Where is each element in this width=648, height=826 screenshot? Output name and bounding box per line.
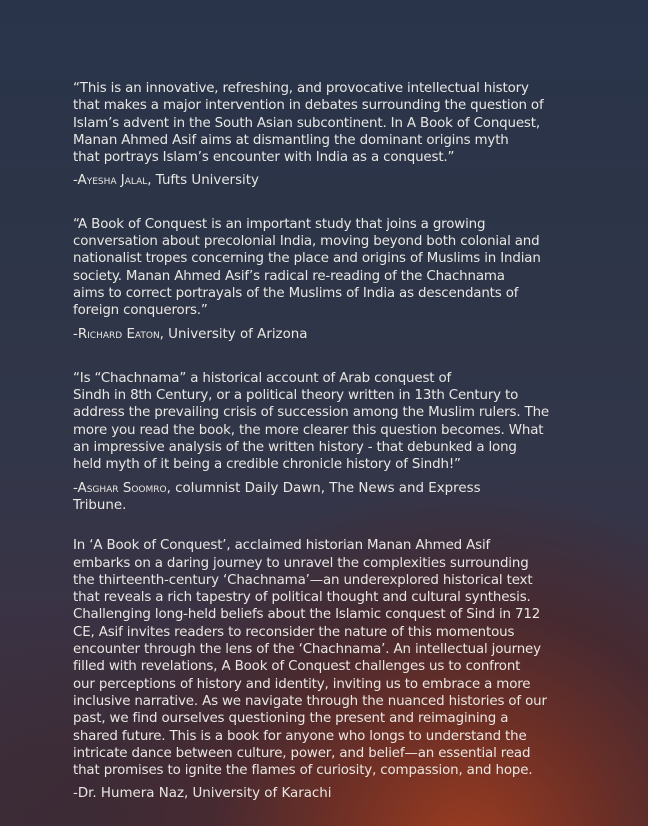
review-paragraph: In ‘A Book of Conquest’, acclaimed historian Manan Ahmed Asif embarks on a daring journey to unravel the complexities surrounding the thirteenth-century ‘Chachnama’—an underexplored historical text that reveals a rich tapestry of political thought and cultural synthesis. Challenging long-held beliefs about the Islamic conquest of Sind in 712 CE, Asif invites readers to reconsider the nature of this momentous encounter through the lens of the ‘Chachnama’. An intellectual journey filled with revelations, A Book of Conquest challenges us to confront our perceptions of history and identity, inviting us to embrace a more inclusive narrative. As we navigate through the nuanced histories of our past, we find ourselves questioning the present and reimagining a shared future. This is a book for anyone who longs to understand the intricate dance between culture, power, and belief—an essential read that promises to ignite the flames of curiosity, compassion, and hope. (73, 538, 547, 779)
endorsement-attribution-2 (73, 326, 618, 343)
endorser-name-2: -Richard Eaton (73, 326, 160, 342)
endorser-affiliation-1: , Tufts University (147, 173, 259, 189)
back-cover-text (73, 80, 618, 803)
endorser-name-1: -Ayesha Jalal (73, 173, 148, 189)
review-attribution: -Dr. Humera Naz, University of Karachi (73, 786, 332, 802)
endorsement-quote-3: “Is “Chachnama” a historical account of Arab conquest of Sindh in 8th Century, or a political theory written in 13th Century to address the prevailing crisis of succession among the Muslim rulers. The more you read the book, the more clearer this question becomes. What an impressive analysis of the written history - that debunked a long held myth of it being a credible chronicle history of Sindh!” (73, 370, 550, 473)
endorser-affiliation-3: , columnist Daily Dawn, The News and Express Tribune. (73, 480, 481, 513)
endorsement-quote-1: “This is an innovative, refreshing, and provocative intellectual history that makes a major intervention in debates surrounding the question of Islam’s advent in the South Asian subcontinent. In A Book of Conquest, Manan Ahmed Asif aims at dismantling the dominant origins myth that portrays Islam’s encounter with India as a conquest.” (73, 81, 544, 166)
endorsement-attribution-1 (73, 172, 618, 189)
endorser-affiliation-2: , University of Arizona (159, 326, 308, 342)
endorsement-attribution-3 (73, 480, 618, 515)
endorser-name-3: -Asghar Soomro (73, 480, 167, 496)
endorsement-quote-2: “A Book of Conquest is an important study that joins a growing conversation about precolonial India, moving beyond both colonial and nationalist tropes concerning the place and origins of Muslims in Indian society. Manan Ahmed Asif’s radical re-reading of the Chachnama aims to correct portrayals of the Muslims of India as descendants of foreign conquerors.” (73, 216, 541, 319)
